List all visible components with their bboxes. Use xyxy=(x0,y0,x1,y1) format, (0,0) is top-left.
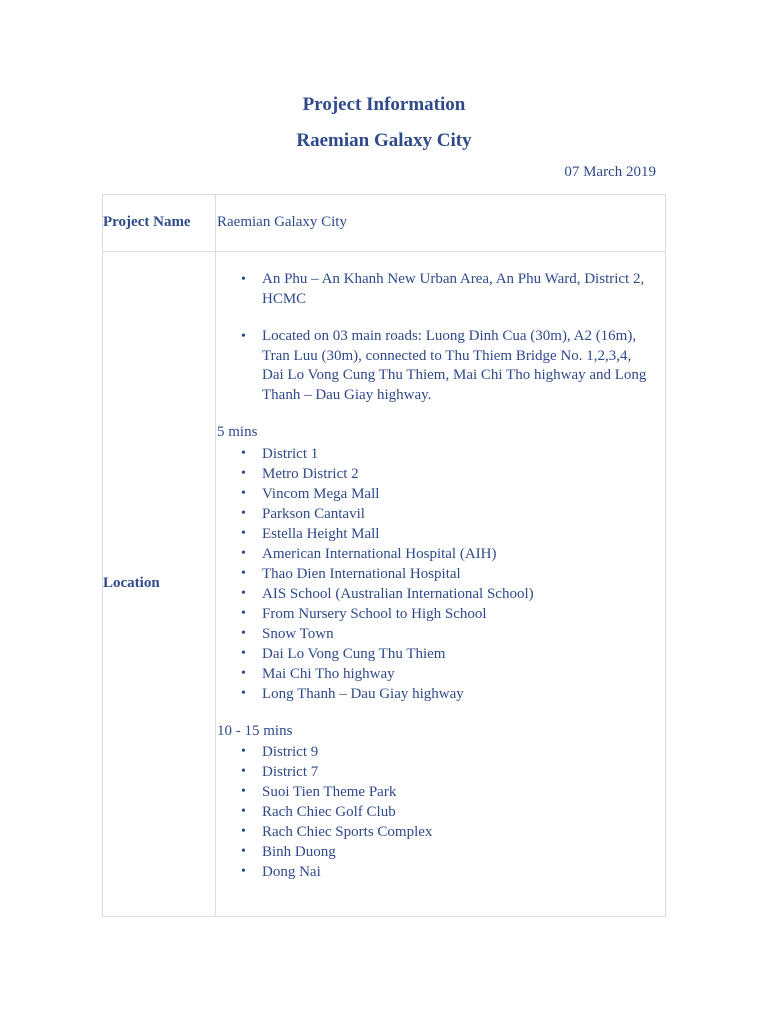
document-title: Project Information xyxy=(302,94,466,115)
list-item: • District 9 xyxy=(262,742,653,762)
list-item: • Long Thanh – Dau Giay highway xyxy=(262,684,653,704)
list-item: • Vincom Mega Mall xyxy=(262,484,653,504)
list-item: • Suoi Tien Theme Park xyxy=(262,782,653,802)
project-name-label: Project Name xyxy=(103,214,191,231)
group-heading-10-15-mins: 10 - 15 mins xyxy=(217,722,293,739)
five-mins-list xyxy=(217,444,653,704)
list-item: • Dai Lo Vong Cung Thu Thiem xyxy=(262,644,653,664)
location-label-cell xyxy=(103,252,216,917)
ten-fifteen-mins-list xyxy=(217,742,653,882)
list-item: • Located on 03 main roads: Luong Dinh Cua (30m), A2 (16m), Tran Luu (30m), connected to Thu Thiem Bridge No. 1,2,3,4, Dai Lo Vong Cung Thu Thiem, Mai Chi Tho highway and Long Thanh – Dau Giay highway. xyxy=(262,327,653,405)
list-item: • District 7 xyxy=(262,762,653,782)
list-item: • Binh Duong xyxy=(262,842,653,862)
list-item: • AIS School (Australian International School) xyxy=(262,584,653,604)
list-item: • Parkson Cantavil xyxy=(262,504,653,524)
location-value-cell xyxy=(216,252,666,917)
list-item: • American International Hospital (AIH) xyxy=(262,544,653,564)
list-item: • Rach Chiec Golf Club xyxy=(262,802,653,822)
list-item: • Dong Nai xyxy=(262,862,653,882)
list-item: • Mai Chi Tho highway xyxy=(262,664,653,684)
project-name-row xyxy=(103,195,666,252)
location-details xyxy=(216,252,659,916)
list-item: • Rach Chiec Sports Complex xyxy=(262,822,653,842)
location-points-list xyxy=(217,270,653,405)
list-item: • An Phu – An Khanh New Urban Area, An Phu Ward, District 2, HCMC xyxy=(262,270,653,309)
project-name-value: Raemian Galaxy City xyxy=(217,214,347,231)
list-item: • From Nursery School to High School xyxy=(262,604,653,624)
document-date: 07 March 2019 xyxy=(564,164,656,180)
location-row xyxy=(103,252,666,917)
list-item: • District 1 xyxy=(262,444,653,464)
list-item: • Metro District 2 xyxy=(262,464,653,484)
project-subtitle: Raemian Galaxy City xyxy=(296,130,472,151)
project-name-label-cell xyxy=(103,195,216,252)
project-info-table xyxy=(102,194,666,917)
list-item: • Thao Dien International Hospital xyxy=(262,564,653,584)
project-name-value-cell xyxy=(216,195,666,252)
location-label: Location xyxy=(103,575,160,592)
list-item: • Snow Town xyxy=(262,624,653,644)
list-item: • Estella Height Mall xyxy=(262,524,653,544)
group-heading-5-mins: 5 mins xyxy=(217,424,258,440)
